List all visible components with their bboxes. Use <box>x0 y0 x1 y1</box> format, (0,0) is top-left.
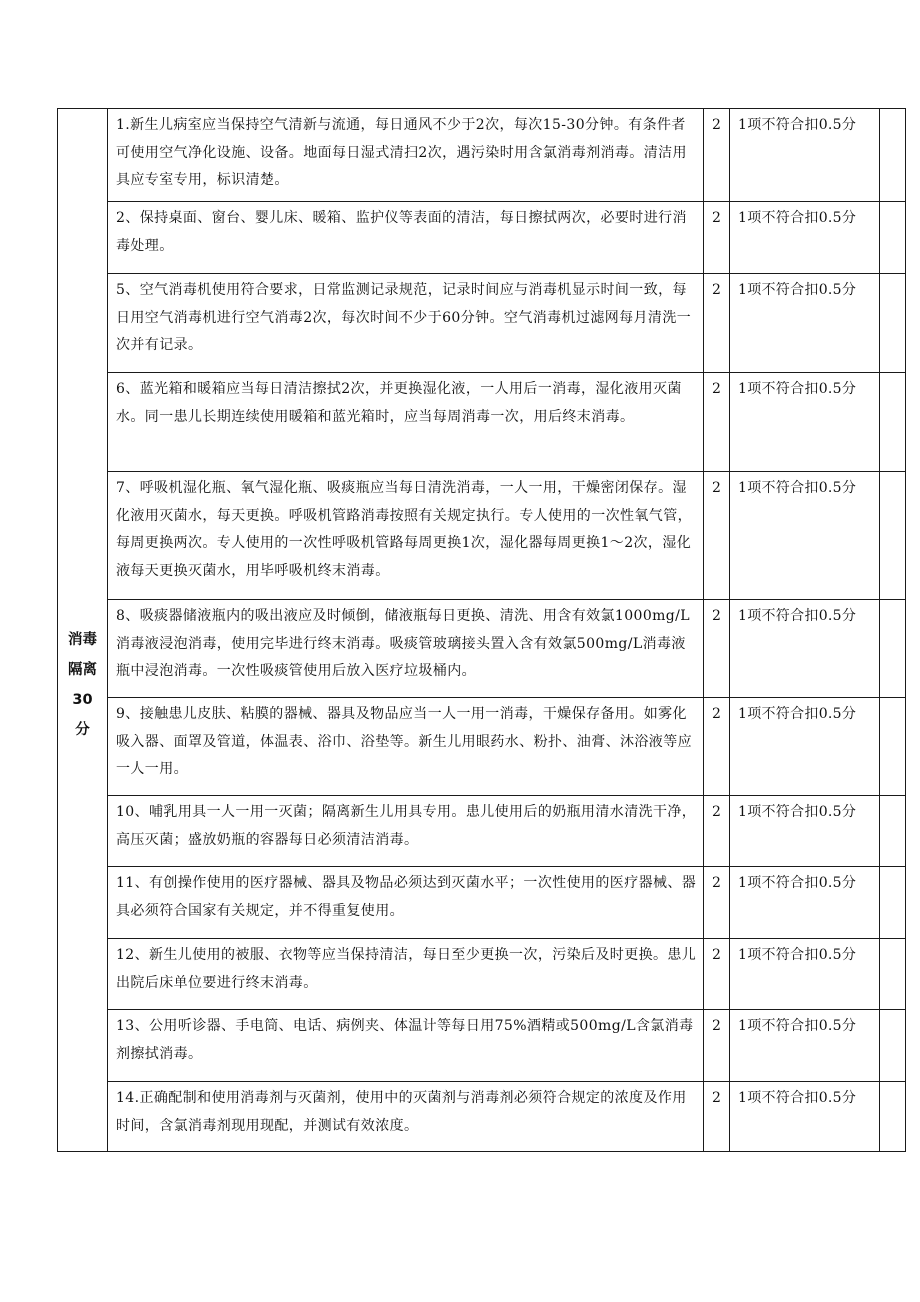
deduct-cell <box>730 600 880 698</box>
table-row <box>58 939 906 1010</box>
item-cell <box>108 796 704 867</box>
item-text: 13、公用听诊器、手电筒、电话、病例夹、体温计等每日用75%酒精或500mg/L含氯消毒剂擦拭消毒。 <box>116 1018 694 1062</box>
deduction-rule: 1项不符合扣0.5分 <box>738 947 857 963</box>
score-value: 2 <box>712 117 721 133</box>
deduct-cell <box>730 202 880 274</box>
table-row <box>58 867 906 939</box>
score-value: 2 <box>712 480 721 496</box>
blank-cell <box>880 109 906 202</box>
deduction-rule: 1项不符合扣0.5分 <box>738 1018 857 1034</box>
table-row <box>58 1082 906 1152</box>
item-text: 5、空气消毒机使用符合要求，日常监测记录规范，记录时间应与消毒机显示时间一致，每日用空气消毒机进行空气消毒2次，每次时间不少于60分钟。空气消毒机过滤网每月清洗一次并有记录。 <box>116 282 692 353</box>
score-cell <box>704 274 730 373</box>
blank-cell <box>880 698 906 796</box>
deduct-cell <box>730 373 880 472</box>
table-row <box>58 373 906 472</box>
item-cell <box>108 698 704 796</box>
deduct-cell <box>730 796 880 867</box>
score-value: 2 <box>712 608 721 624</box>
score-value: 2 <box>712 381 721 397</box>
category-cell <box>58 109 108 1152</box>
deduct-cell <box>730 1082 880 1152</box>
score-value: 2 <box>712 804 721 820</box>
table-row <box>58 698 906 796</box>
score-cell <box>704 472 730 600</box>
deduction-rule: 1项不符合扣0.5分 <box>738 608 857 624</box>
blank-cell <box>880 600 906 698</box>
item-text: 8、吸痰器储液瓶内的吸出液应及时倾倒，储液瓶每日更换、清洗、用含有效氯1000mg/L消毒液浸泡消毒，使用完毕进行终末消毒。吸痰管玻璃接头置入含有效氯500mg/L消毒液瓶中浸泡消毒。一次性吸痰管使用后放入医疗垃圾桶内。 <box>116 608 690 679</box>
deduction-rule: 1项不符合扣0.5分 <box>738 282 857 298</box>
score-cell <box>704 373 730 472</box>
blank-cell <box>880 1082 906 1152</box>
score-cell <box>704 1082 730 1152</box>
table-row <box>58 1010 906 1082</box>
table-row <box>58 109 906 202</box>
table-row <box>58 274 906 373</box>
table-row <box>58 796 906 867</box>
item-cell <box>108 939 704 1010</box>
blank-cell <box>880 867 906 939</box>
score-cell <box>704 939 730 1010</box>
deduct-cell <box>730 698 880 796</box>
blank-cell <box>880 373 906 472</box>
score-cell <box>704 600 730 698</box>
score-value: 2 <box>712 875 721 891</box>
item-cell <box>108 867 704 939</box>
score-cell <box>704 867 730 939</box>
deduction-rule: 1项不符合扣0.5分 <box>738 480 857 496</box>
score-cell <box>704 202 730 274</box>
table-row <box>58 202 906 274</box>
item-text: 12、新生儿使用的被服、衣物等应当保持清洁，每日至少更换一次，污染后及时更换。患儿出院后床单位要进行终末消毒。 <box>116 947 697 991</box>
score-cell <box>704 796 730 867</box>
score-cell <box>704 698 730 796</box>
deduction-rule: 1项不符合扣0.5分 <box>738 875 857 891</box>
deduction-rule: 1项不符合扣0.5分 <box>738 706 857 722</box>
table-row <box>58 472 906 600</box>
score-cell <box>704 1010 730 1082</box>
blank-cell <box>880 939 906 1010</box>
deduct-cell <box>730 1010 880 1082</box>
deduction-rule: 1项不符合扣0.5分 <box>738 210 857 226</box>
item-cell <box>108 1082 704 1152</box>
score-value: 2 <box>712 706 721 722</box>
score-value: 2 <box>712 210 721 226</box>
table-row <box>58 600 906 698</box>
deduct-cell <box>730 939 880 1010</box>
score-value: 2 <box>712 1018 721 1034</box>
item-cell <box>108 202 704 274</box>
item-cell <box>108 274 704 373</box>
blank-cell <box>880 274 906 373</box>
deduction-rule: 1项不符合扣0.5分 <box>738 117 857 133</box>
deduct-cell <box>730 867 880 939</box>
deduction-rule: 1项不符合扣0.5分 <box>738 1090 857 1106</box>
item-text: 14.正确配制和使用消毒剂与灭菌剂，使用中的灭菌剂与消毒剂必须符合规定的浓度及作用时间，含氯消毒剂现用现配，并测试有效浓度。 <box>116 1090 687 1134</box>
deduction-rule: 1项不符合扣0.5分 <box>738 804 857 820</box>
item-text: 6、蓝光箱和暖箱应当每日清洁擦拭2次，并更换湿化液，一人用后一消毒，湿化液用灭菌水。同一患儿长期连续使用暖箱和蓝光箱时，应当每周消毒一次，用后终末消毒。 <box>116 381 682 425</box>
category-label: 消毒 隔离 30 分 <box>68 632 97 738</box>
item-text: 7、呼吸机湿化瓶、氧气湿化瓶、吸痰瓶应当每日清洗消毒，一人一用，干燥密闭保存。湿化液用灭菌水，每天更换。呼吸机管路消毒按照有关规定执行。专人使用的一次性氧气管，每周更换两次。专人使用的一次性呼吸机管路每周更换1次，湿化器每周更换1～2次，湿化液每天更换灭菌水，用毕呼吸机终末消毒。 <box>116 480 692 579</box>
deduction-rule: 1项不符合扣0.5分 <box>738 381 857 397</box>
score-cell <box>704 109 730 202</box>
blank-cell <box>880 202 906 274</box>
item-text: 1.新生儿病室应当保持空气清新与流通，每日通风不少于2次，每次15-30分钟。有条件者可使用空气净化设施、设备。地面每日湿式清扫2次，遇污染时用含氯消毒剂消毒。清洁用具应专室专用，标识清楚。 <box>116 117 687 188</box>
item-cell <box>108 1010 704 1082</box>
item-cell <box>108 472 704 600</box>
item-cell <box>108 109 704 202</box>
score-value: 2 <box>712 282 721 298</box>
deduct-cell <box>730 472 880 600</box>
item-text: 10、哺乳用具一人一用一灭菌；隔离新生儿用具专用。患儿使用后的奶瓶用清水清洗干净，高压灭菌；盛放奶瓶的容器每日必须清洁消毒。 <box>116 804 697 848</box>
item-text: 11、有创操作使用的医疗器械、器具及物品必须达到灭菌水平；一次性使用的医疗器械、器具必须符合国家有关规定，并不得重复使用。 <box>116 875 697 919</box>
scoring-table <box>57 108 906 1152</box>
deduct-cell <box>730 274 880 373</box>
score-value: 2 <box>712 1090 721 1106</box>
item-text: 2、保持桌面、窗台、婴儿床、暖箱、监护仪等表面的清洁，每日擦拭两次，必要时进行消毒处理。 <box>116 210 687 254</box>
score-value: 2 <box>712 947 721 963</box>
blank-cell <box>880 796 906 867</box>
deduct-cell <box>730 109 880 202</box>
blank-cell <box>880 1010 906 1082</box>
blank-cell <box>880 472 906 600</box>
item-cell <box>108 373 704 472</box>
item-cell <box>108 600 704 698</box>
item-text: 9、接触患儿皮肤、粘膜的器械、器具及物品应当一人一用一消毒，干燥保存备用。如雾化吸入器、面罩及管道，体温表、浴巾、浴垫等。新生儿用眼药水、粉扑、油膏、沐浴液等应一人一用。 <box>116 706 692 777</box>
